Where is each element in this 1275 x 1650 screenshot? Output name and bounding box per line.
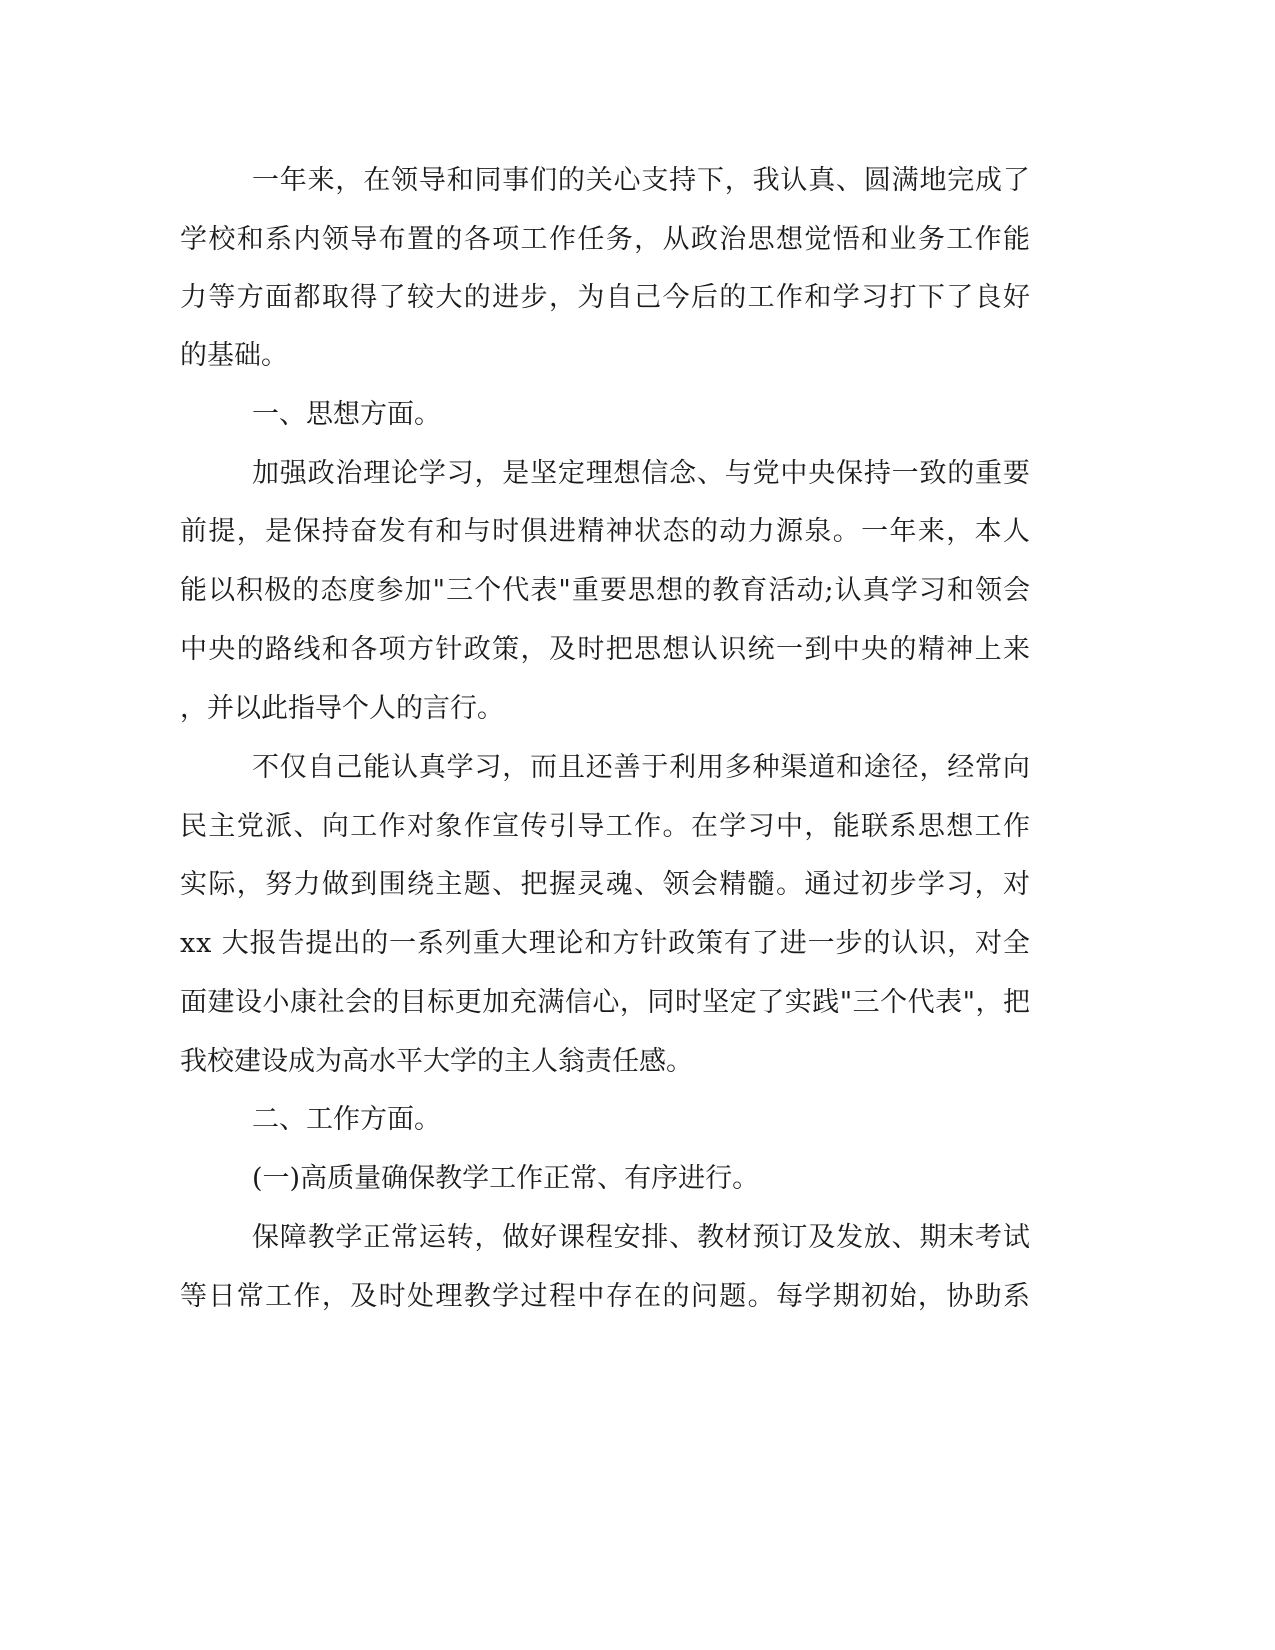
line-text: 等日常工作，及时处理教学过程中存在的问题。每学期初始，协助系 [180,1281,1032,1312]
line-text: (一)高质量确保教学工作正常、有序进行。 [252,1163,760,1194]
text-line [0,561,1275,621]
line-text: 不仅自己能认真学习，而且还善于利用多种渠道和途径，经常向 [252,752,1031,783]
text-line [0,151,1275,211]
text-line [0,620,1275,680]
text-line [0,1208,1275,1268]
line-text: ，并以此指导个人的言行。 [180,693,504,724]
section-heading [0,1090,1275,1150]
text-line [0,679,1275,739]
text-line [0,738,1275,798]
line-text: 一年来，在领导和同事们的关心支持下，我认真、圆满地完成了 [252,165,1031,196]
text-line [0,1267,1275,1327]
line-text: 力等方面都取得了较大的进步，为自己今后的工作和学习打下了良好 [180,282,1032,313]
text-line [0,268,1275,328]
line-text: 我校建设成为高水平大学的主人翁责任感。 [180,1046,693,1077]
line-text: 学校和系内领导布置的各项工作任务，从政治思想觉悟和业务工作能 [180,224,1032,255]
line-text: 二、工作方面。 [252,1104,441,1135]
line-text: 前提，是保持奋发有和与时俱进精神状态的动力源泉。一年来，本人 [180,516,1032,547]
text-line [0,914,1275,974]
text-line [0,797,1275,857]
text-line [0,444,1275,504]
line-text: 民主党派、向工作对象作宣传引导工作。在学习中，能联系思想工作 [180,811,1032,842]
line-text: 的基础。 [180,340,288,371]
line-text: xx 大报告提出的一系列重大理论和方针政策有了进一步的认识，对全 [180,928,1031,959]
text-line [0,1032,1275,1092]
text-line [0,326,1275,386]
line-text: 实际，努力做到围绕主题、把握灵魂、领会精髓。通过初步学习，对 [180,869,1032,900]
line-text: 保障教学正常运转，做好课程安排、教材预订及发放、期末考试 [252,1222,1031,1253]
text-line [0,855,1275,915]
text-line [0,502,1275,562]
subsection-heading [0,1149,1275,1209]
line-text: 中央的路线和各项方针政策，及时把思想认识统一到中央的精神上来 [180,634,1032,665]
line-text: 能以积极的态度参加"三个代表"重要思想的教育活动;认真学习和领会 [180,575,1032,606]
section-heading [0,385,1275,445]
line-text: 面建设小康社会的目标更加充满信心，同时坚定了实践"三个代表"，把 [180,987,1031,1018]
text-line [0,210,1275,270]
line-text: 加强政治理论学习，是坚定理想信念、与党中央保持一致的重要 [252,458,1031,489]
text-line [0,973,1275,1033]
line-text: 一、思想方面。 [252,399,441,430]
